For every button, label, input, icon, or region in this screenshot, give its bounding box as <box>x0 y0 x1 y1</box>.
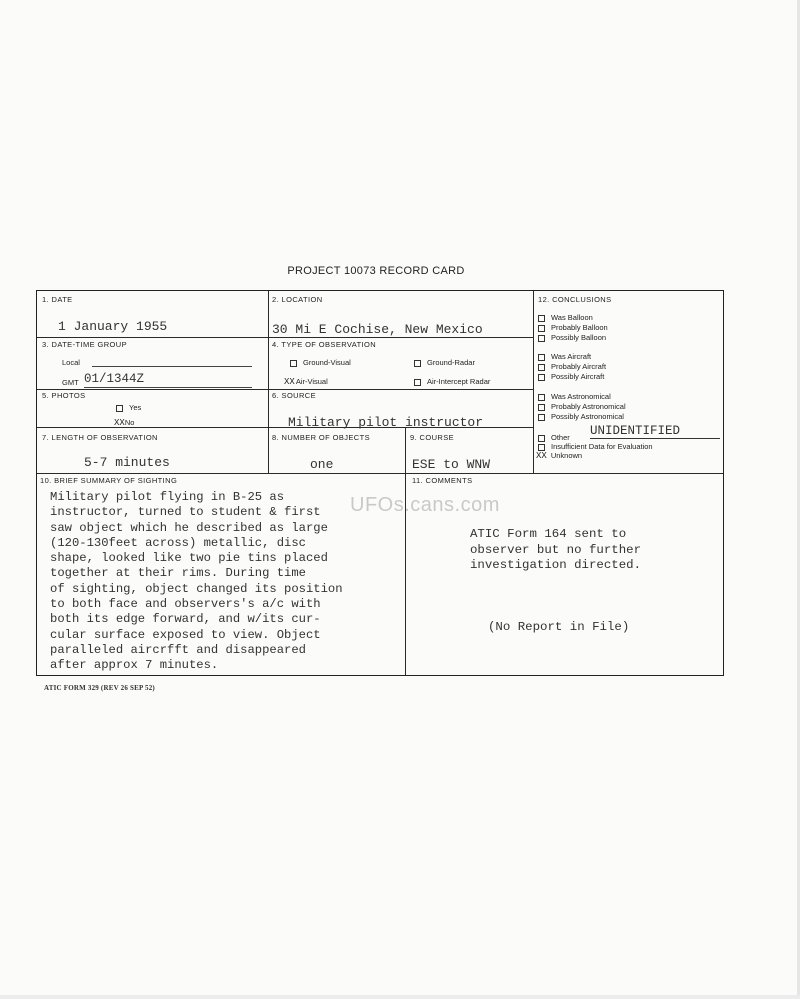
divider-row2 <box>37 389 533 390</box>
summary-line: to both face and observers's a/c with <box>50 597 321 612</box>
course-label: 9. COURSE <box>410 433 455 442</box>
ground-radar-label: Ground-Radar <box>427 358 475 367</box>
conclusion-item <box>538 323 608 332</box>
number-of-objects-label: 8. NUMBER OF OBJECTS <box>272 433 371 442</box>
insufficient-label: Insufficient Data for Evaluation <box>551 442 653 451</box>
conclusion-insufficient <box>538 442 653 451</box>
summary-line: of sighting, object changed its position <box>50 581 343 596</box>
summary-line: saw object which he described as large <box>50 520 328 535</box>
length-value: 5-7 minutes <box>84 455 170 470</box>
checkbox-icon <box>538 335 545 342</box>
summary-line: paralleled aircrfft and disappeared <box>50 642 306 657</box>
checkbox-icon <box>290 360 297 367</box>
air-visual-mark: XX <box>284 377 295 387</box>
length-label: 7. LENGTH OF OBSERVATION <box>42 433 158 442</box>
date-value: 1 January 1955 <box>58 319 168 334</box>
course-value: ESE to WNW <box>412 457 491 472</box>
checkbox-icon <box>538 435 545 442</box>
conclusion-item <box>538 313 593 322</box>
air-intercept-radar-option <box>414 377 490 386</box>
number-of-objects-value: one <box>310 457 334 472</box>
conclusion-item <box>538 362 606 371</box>
card-title: PROJECT 10073 RECORD CARD <box>287 265 465 277</box>
date-time-group-label: 3. DATE-TIME GROUP <box>42 340 127 349</box>
conclusion-label: Was Astronomical <box>551 392 611 401</box>
conclusion-item <box>538 372 604 381</box>
checkbox-icon <box>538 325 545 332</box>
conclusion-item <box>538 352 591 361</box>
summary-line: together at their rims. During time <box>50 566 306 581</box>
summary-label: 10. BRIEF SUMMARY OF SIGHTING <box>40 476 178 485</box>
conclusion-unknown <box>536 451 582 461</box>
comments-note: (No Report in File) <box>488 620 630 634</box>
photos-yes-label: Yes <box>129 403 142 412</box>
conclusions-label: 12. CONCLUSIONS <box>538 295 612 304</box>
conclusion-label: Was Aircraft <box>551 352 592 361</box>
comments-text <box>470 527 641 574</box>
divider-col1 <box>268 291 269 473</box>
form-footer: ATIC FORM 329 (REV 26 SEP 52) <box>44 684 155 692</box>
other-label: Other <box>551 433 570 442</box>
checkbox-icon <box>538 354 545 361</box>
checkbox-icon <box>538 364 545 371</box>
local-label: Local <box>62 358 80 367</box>
conclusion-label: Possibly Aircraft <box>551 372 605 381</box>
photos-no-mark: XX <box>114 418 125 428</box>
unknown-mark: XX <box>536 451 547 461</box>
photos-no-label: No <box>124 418 135 427</box>
other-value: UNIDENTIFIED <box>590 424 720 439</box>
comments-line: observer but no further <box>470 542 642 557</box>
summary-line: (120-130feet across) metallic, disc <box>50 535 306 550</box>
checkbox-icon <box>538 414 545 421</box>
conclusion-other <box>538 433 570 442</box>
conclusion-item <box>538 402 626 411</box>
divider-row4 <box>37 473 723 474</box>
checkbox-icon <box>414 379 421 386</box>
summary-line: shape, looked like two pie tins placed <box>50 551 328 566</box>
air-visual-option <box>284 377 328 387</box>
checkbox-icon <box>116 405 123 412</box>
ground-visual-label: Ground-Visual <box>303 358 351 367</box>
gmt-label: GMT <box>62 378 79 387</box>
source-value: Military pilot instructor <box>288 415 484 430</box>
gmt-value: 01/1344Z <box>84 372 145 386</box>
location-label: 2. LOCATION <box>272 295 323 304</box>
summary-text <box>50 490 343 674</box>
summary-line: instructor, turned to student & first <box>50 505 321 520</box>
conclusion-label: Probably Balloon <box>551 323 608 332</box>
ground-radar-option <box>414 358 475 367</box>
photos-yes-option <box>116 403 141 412</box>
scan-bottom-edge <box>0 995 800 999</box>
source-label: 6. SOURCE <box>272 391 317 400</box>
summary-line: cular surface exposed to view. Object <box>50 627 321 642</box>
photos-label: 5. PHOTOS <box>42 391 86 400</box>
checkbox-icon <box>538 315 545 322</box>
checkbox-icon <box>538 444 545 451</box>
divider-col2 <box>533 291 534 473</box>
summary-line: Military pilot flying in B-25 as <box>50 490 285 504</box>
conclusion-label: Probably Astronomical <box>551 402 626 411</box>
unknown-label: Unknown <box>550 451 583 460</box>
checkbox-icon <box>414 360 421 367</box>
local-underline <box>92 366 252 367</box>
type-of-observation-label: 4. TYPE OF OBSERVATION <box>272 340 377 349</box>
comments-label: 11. COMMENTS <box>412 476 473 485</box>
comments-line: ATIC Form 164 sent to <box>470 527 627 541</box>
conclusion-label: Possibly Astronomical <box>551 412 624 421</box>
air-intercept-radar-label: Air-Intercept Radar <box>427 377 491 386</box>
conclusion-item <box>538 412 624 421</box>
watermark: UFOs.cans.com <box>350 494 500 516</box>
divider-col-mid <box>405 427 406 675</box>
summary-line: both its edge forward, and w/its cur- <box>50 612 321 627</box>
photos-no-option <box>114 418 134 428</box>
date-label: 1. DATE <box>42 295 73 304</box>
conclusion-label: Possibly Balloon <box>551 333 607 342</box>
checkbox-icon <box>538 404 545 411</box>
gmt-underline <box>84 387 252 388</box>
air-visual-label: Air-Visual <box>295 377 328 386</box>
comments-line: investigation directed. <box>470 558 642 572</box>
conclusion-label: Was Balloon <box>551 313 593 322</box>
conclusion-item <box>538 333 606 342</box>
checkbox-icon <box>538 394 545 401</box>
conclusion-item <box>538 392 611 401</box>
summary-line: after approx 7 minutes. <box>50 658 219 673</box>
location-value: 30 Mi E Cochise, New Mexico <box>272 322 483 337</box>
divider-row1 <box>37 337 533 338</box>
checkbox-icon <box>538 374 545 381</box>
conclusion-label: Probably Aircraft <box>551 362 607 371</box>
ground-visual-option <box>290 358 351 367</box>
